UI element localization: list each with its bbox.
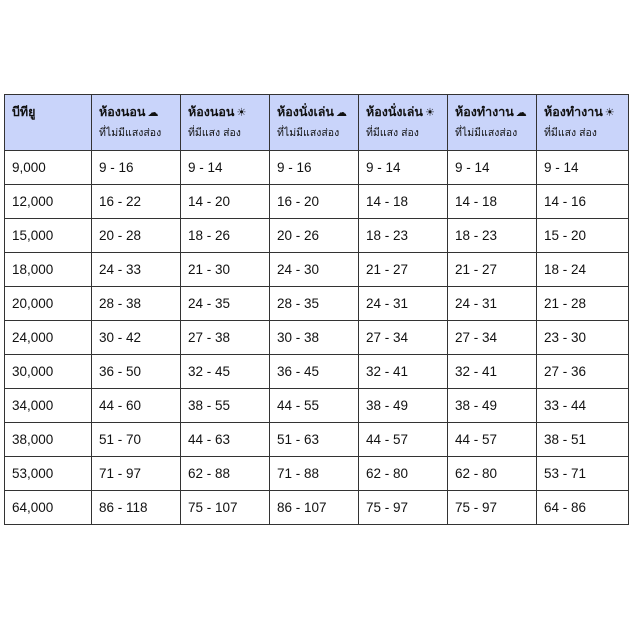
header-btu-label: บีทียู — [12, 105, 36, 119]
range-cell: 9 - 14 — [537, 151, 629, 185]
range-cell: 24 - 30 — [270, 253, 359, 287]
btu-cell: 18,000 — [5, 253, 92, 287]
range-cell: 24 - 35 — [181, 287, 270, 321]
range-cell: 27 - 34 — [359, 321, 448, 355]
range-cell: 23 - 30 — [537, 321, 629, 355]
range-cell: 71 - 88 — [270, 457, 359, 491]
btu-room-size-table — [4, 94, 629, 525]
range-cell: 62 - 88 — [181, 457, 270, 491]
header-subtitle: ที่มีแสง ส่อง — [188, 127, 241, 139]
range-cell: 27 - 34 — [448, 321, 537, 355]
header-row — [5, 95, 629, 151]
range-cell: 44 - 57 — [359, 423, 448, 457]
btu-cell: 38,000 — [5, 423, 92, 457]
table-row — [5, 457, 629, 491]
range-cell: 20 - 28 — [92, 219, 181, 253]
range-cell: 9 - 14 — [448, 151, 537, 185]
range-cell: 62 - 80 — [448, 457, 537, 491]
table-body — [5, 151, 629, 525]
range-cell: 30 - 38 — [270, 321, 359, 355]
range-cell: 9 - 16 — [92, 151, 181, 185]
range-cell: 33 - 44 — [537, 389, 629, 423]
header-title: ห้องทำงาน — [455, 105, 514, 119]
range-cell: 21 - 28 — [537, 287, 629, 321]
range-cell: 44 - 57 — [448, 423, 537, 457]
header-subtitle: ที่ไม่มีแสงส่อง — [99, 127, 162, 139]
range-cell: 21 - 30 — [181, 253, 270, 287]
table-row — [5, 185, 629, 219]
header-col-0 — [92, 95, 181, 151]
sun-icon: ☀ — [424, 107, 435, 119]
header-subtitle: ที่ไม่มีแสงส่อง — [277, 127, 340, 139]
range-cell: 75 - 97 — [359, 491, 448, 525]
range-cell: 51 - 63 — [270, 423, 359, 457]
header-subtitle: ที่ไม่มีแสงส่อง — [455, 127, 518, 139]
range-cell: 28 - 38 — [92, 287, 181, 321]
table-row — [5, 389, 629, 423]
header-col-5 — [537, 95, 629, 151]
range-cell: 24 - 31 — [448, 287, 537, 321]
range-cell: 86 - 107 — [270, 491, 359, 525]
range-cell: 62 - 80 — [359, 457, 448, 491]
range-cell: 30 - 42 — [92, 321, 181, 355]
range-cell: 53 - 71 — [537, 457, 629, 491]
range-cell: 18 - 23 — [359, 219, 448, 253]
range-cell: 32 - 41 — [448, 355, 537, 389]
range-cell: 36 - 50 — [92, 355, 181, 389]
range-cell: 21 - 27 — [359, 253, 448, 287]
table-row — [5, 321, 629, 355]
btu-cell: 24,000 — [5, 321, 92, 355]
range-cell: 32 - 45 — [181, 355, 270, 389]
header-col-3 — [359, 95, 448, 151]
range-cell: 9 - 14 — [181, 151, 270, 185]
cloud-icon: ☁ — [515, 107, 527, 119]
header-title: ห้องนั่งเล่น — [277, 105, 334, 119]
range-cell: 14 - 18 — [359, 185, 448, 219]
range-cell: 75 - 107 — [181, 491, 270, 525]
range-cell: 16 - 20 — [270, 185, 359, 219]
range-cell: 32 - 41 — [359, 355, 448, 389]
range-cell: 20 - 26 — [270, 219, 359, 253]
header-col-2 — [270, 95, 359, 151]
table-row — [5, 355, 629, 389]
btu-cell: 30,000 — [5, 355, 92, 389]
range-cell: 38 - 55 — [181, 389, 270, 423]
header-title: ห้องทำงาน — [544, 105, 603, 119]
btu-cell: 12,000 — [5, 185, 92, 219]
btu-cell: 34,000 — [5, 389, 92, 423]
range-cell: 24 - 31 — [359, 287, 448, 321]
table-row — [5, 253, 629, 287]
range-cell: 86 - 118 — [92, 491, 181, 525]
range-cell: 38 - 49 — [359, 389, 448, 423]
range-cell: 14 - 18 — [448, 185, 537, 219]
header-col-1 — [181, 95, 270, 151]
range-cell: 38 - 51 — [537, 423, 629, 457]
btu-cell: 64,000 — [5, 491, 92, 525]
range-cell: 44 - 60 — [92, 389, 181, 423]
range-cell: 24 - 33 — [92, 253, 181, 287]
range-cell: 18 - 23 — [448, 219, 537, 253]
header-btu — [5, 95, 92, 151]
range-cell: 27 - 36 — [537, 355, 629, 389]
table-header — [5, 95, 629, 151]
range-cell: 44 - 63 — [181, 423, 270, 457]
btu-cell: 15,000 — [5, 219, 92, 253]
cloud-icon: ☁ — [147, 107, 159, 119]
range-cell: 44 - 55 — [270, 389, 359, 423]
header-subtitle: ที่มีแสง ส่อง — [366, 127, 419, 139]
range-cell: 64 - 86 — [537, 491, 629, 525]
table-row — [5, 423, 629, 457]
header-col-4 — [448, 95, 537, 151]
table-row — [5, 151, 629, 185]
header-title: ห้องนอน — [188, 105, 235, 119]
table-row — [5, 219, 629, 253]
sun-icon: ☀ — [236, 107, 247, 119]
btu-cell: 20,000 — [5, 287, 92, 321]
sun-icon: ☀ — [604, 107, 615, 119]
range-cell: 21 - 27 — [448, 253, 537, 287]
range-cell: 15 - 20 — [537, 219, 629, 253]
table-row — [5, 287, 629, 321]
range-cell: 18 - 26 — [181, 219, 270, 253]
range-cell: 14 - 20 — [181, 185, 270, 219]
range-cell: 51 - 70 — [92, 423, 181, 457]
range-cell: 9 - 16 — [270, 151, 359, 185]
header-subtitle: ที่มีแสง ส่อง — [544, 127, 597, 139]
range-cell: 38 - 49 — [448, 389, 537, 423]
cloud-icon: ☁ — [335, 107, 347, 119]
range-cell: 71 - 97 — [92, 457, 181, 491]
range-cell: 27 - 38 — [181, 321, 270, 355]
range-cell: 36 - 45 — [270, 355, 359, 389]
btu-cell: 53,000 — [5, 457, 92, 491]
header-title: ห้องนอน — [99, 105, 146, 119]
header-title: ห้องนั่งเล่น — [366, 105, 423, 119]
range-cell: 16 - 22 — [92, 185, 181, 219]
range-cell: 9 - 14 — [359, 151, 448, 185]
range-cell: 14 - 16 — [537, 185, 629, 219]
table-row — [5, 491, 629, 525]
range-cell: 18 - 24 — [537, 253, 629, 287]
btu-cell: 9,000 — [5, 151, 92, 185]
range-cell: 28 - 35 — [270, 287, 359, 321]
range-cell: 75 - 97 — [448, 491, 537, 525]
